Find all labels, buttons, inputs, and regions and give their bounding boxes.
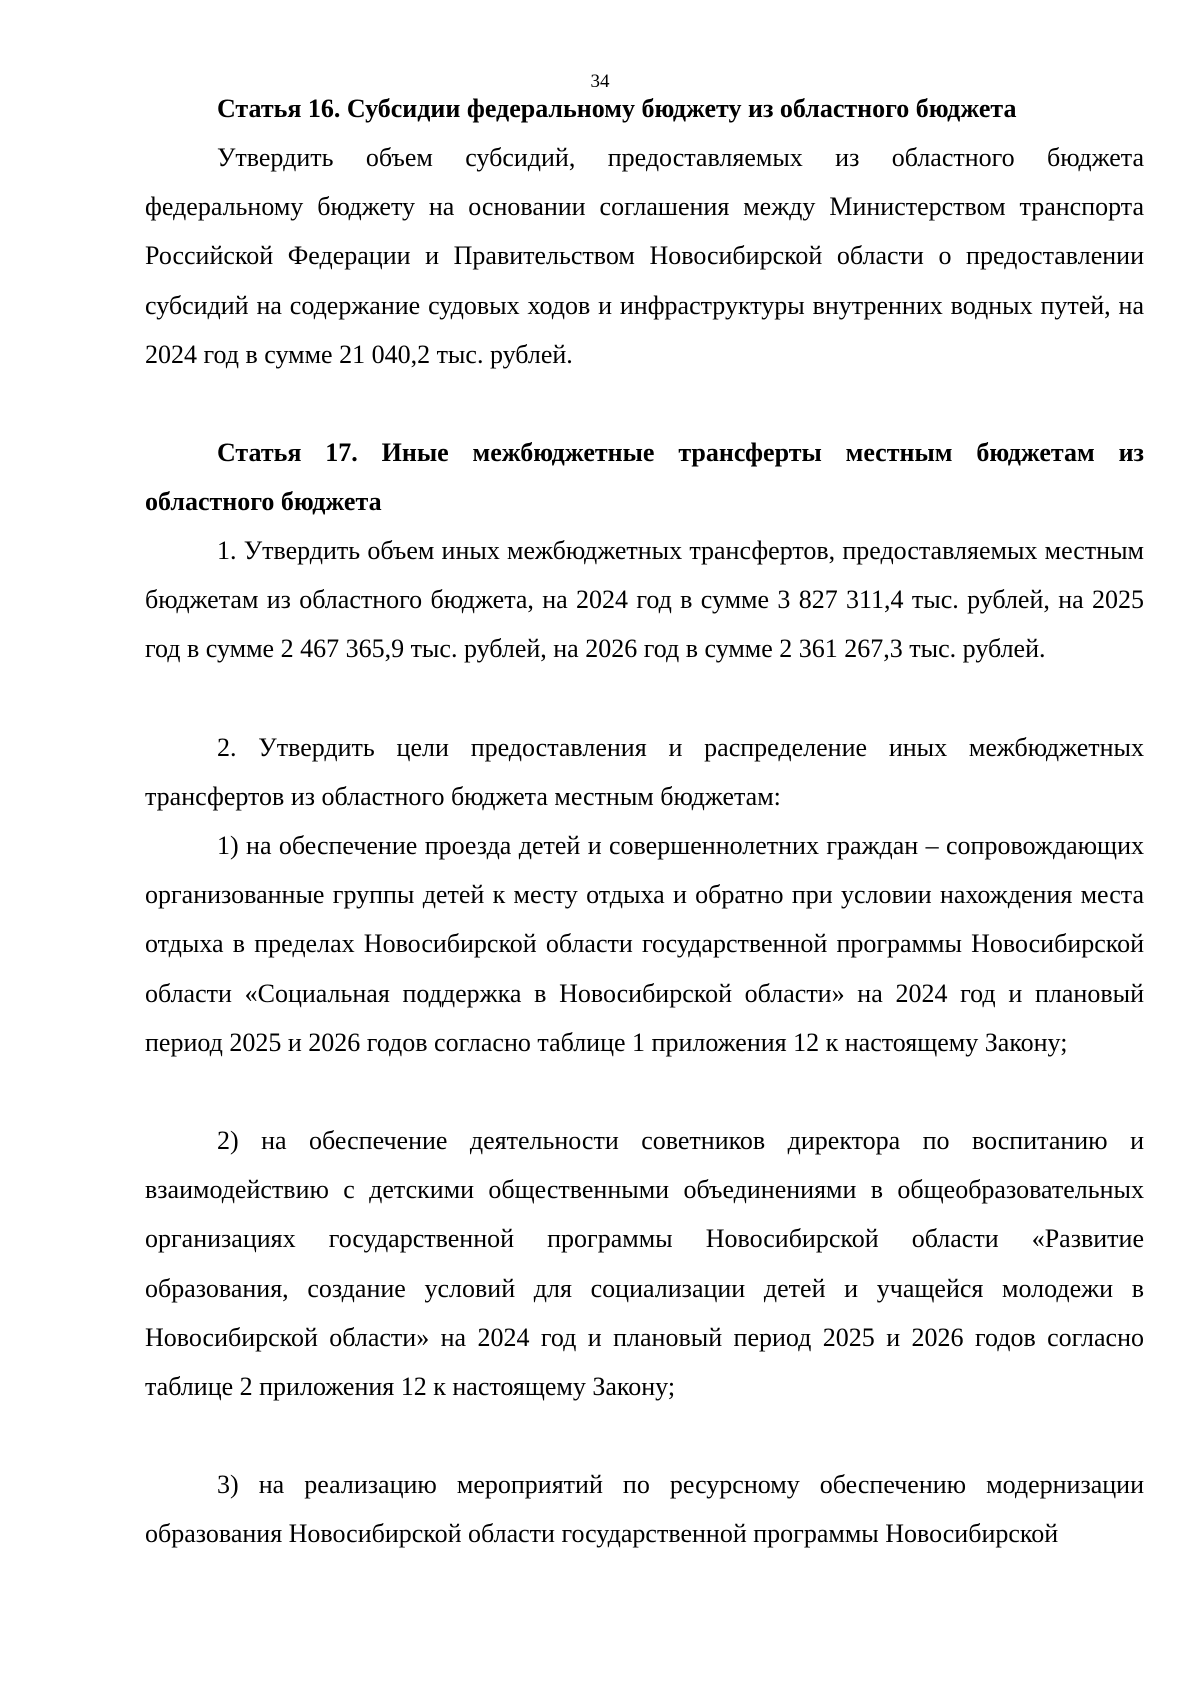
page-number: 34 [590,71,610,92]
article-16-text: Утвердить объем субсидий, предоставляемых из областного бюджета федеральному бюджету на основании соглашения между Министерством транспорта Российской Федерации и Правительством Новосибирской области о предоставлении субсидий на содержание судовых ходов и инфраструктуры внутренних водных путей, на 2024 год в сумме 21 040,2 тыс. рублей. [145,143,1144,369]
article-17-paragraph-2: 2. Утвердить цели предоставления и распределение иных межбюджетных трансфертов из областного бюджета местным бюджетам: [145,733,1144,812]
article-17-heading: Статья 17. Иные межбюджетные трансферты местным бюджетам из областного бюджета [145,438,1144,517]
article-17-paragraph-1: 1. Утвердить объем иных межбюджетных трансфертов, предоставляемых местным бюджетам из областного бюджета, на 2024 год в сумме 3 827 311,4 тыс. рублей, на 2025 год в сумме 2 467 365,9 тыс. рублей, на 2026 год в сумме 2 361 267,3 тыс. рублей. [145,536,1144,664]
article-17-item-2: 2) на обеспечение деятельности советников директора по воспитанию и взаимодействию с детскими общественными объединениями в общеобразовательных организациях государственной программы Новосибирской области «Развитие образования, создание условий для социализации детей и учащейся молодежи в Новосибирской области» на 2024 год и плановый период 2025 и 2026 годов согласно таблице 2 приложения 12 к настоящему Закону; [145,1126,1144,1402]
article-16-heading: Статья 16. Субсидии федеральному бюджету из областного бюджета [217,94,1017,123]
article-17-item-1: 1) на обеспечение проезда детей и совершеннолетних граждан – сопровождающих организованные группы детей к месту отдыха и обратно при условии нахождения места отдыха в пределах Новосибирской области государственной программы Новосибирской области «Социальная поддержка в Новосибирской области» на 2024 год и плановый период 2025 и 2026 годов согласно таблице 1 приложения 12 к настоящему Закону; [145,831,1144,1057]
article-17-item-3: 3) на реализацию мероприятий по ресурсному обеспечению модернизации образования Новосибирской области государственной программы Новосибирской [145,1470,1144,1549]
